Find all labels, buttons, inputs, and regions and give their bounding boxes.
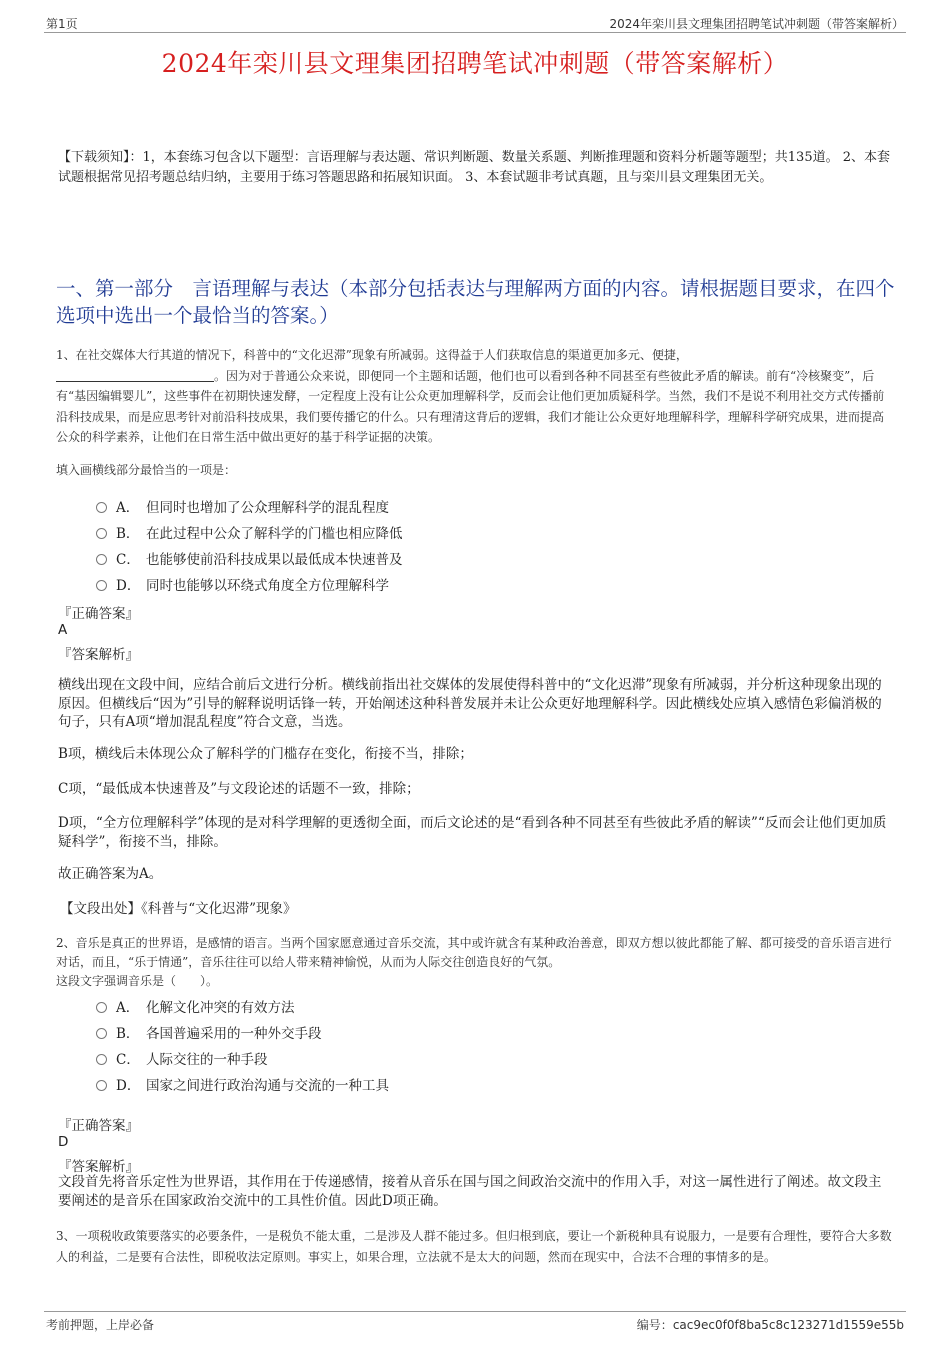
answer-blank <box>56 369 214 382</box>
question-2-prompt: 这段文字强调音乐是（ ）。 <box>56 974 219 988</box>
option-letter: D． <box>116 578 141 594</box>
option-letter: D． <box>116 1078 141 1094</box>
correct-answer: A <box>58 622 68 638</box>
correct-answer-label: 『正确答案』 <box>58 1118 139 1134</box>
radio-icon[interactable] <box>96 1080 107 1091</box>
option-text: 也能够使前沿科技成果以最低成本快速普及 <box>146 552 403 568</box>
option-c[interactable] <box>96 548 403 568</box>
option-a[interactable] <box>96 496 389 516</box>
option-letter: A． <box>116 1000 140 1016</box>
analysis-conclusion: 故正确答案为A。 <box>58 866 163 882</box>
option-letter: B． <box>116 526 140 542</box>
document-title: 2024年栾川县文理集团招聘笔试冲刺题（带答案解析） <box>161 49 789 78</box>
option-text: 同时也能够以环绕式角度全方位理解科学 <box>146 578 389 594</box>
option-text: 国家之间进行政治沟通与交流的一种工具 <box>146 1078 389 1094</box>
page-number: 第1页 <box>46 17 78 31</box>
option-text: 化解文化冲突的有效方法 <box>146 1000 295 1016</box>
footer-divider <box>44 1311 906 1312</box>
document-code <box>637 1316 904 1333</box>
correct-answer-label: 『正确答案』 <box>58 606 139 622</box>
radio-icon[interactable] <box>96 528 107 539</box>
analysis-label: 『答案解析』 <box>58 647 139 663</box>
question-2-stem: 2、音乐是真正的世界语，是感情的语言。当两个国家愿意通过音乐交流，其中或许就含有某种政治善意，即双方想以彼此都能了解、都可接受的音乐语言进行对话，而且，“乐于情通”，音乐往往可以给人带来精神愉悦，从而为人际交往创造良好的气氛。 <box>56 936 892 969</box>
option-d[interactable] <box>96 1074 389 1094</box>
analysis-label: 『答案解析』 <box>58 1159 139 1175</box>
analysis-paragraph: C项，“最低成本快速普及”与文段论述的话题不一致，排除； <box>58 781 420 797</box>
option-letter: C． <box>116 1052 140 1068</box>
analysis-paragraph: B项，横线后未体现公众了解科学的门槛存在变化，衔接不当，排除； <box>58 746 473 762</box>
option-text: 在此过程中公众了解科学的门槛也相应降低 <box>146 526 403 542</box>
section-heading: 一、第一部分 言语理解与表达（本部分包括表达与理解两方面的内容。请根据题目要求，在四个选项中选出一个最恰当的答案。） <box>56 277 895 327</box>
download-notice: 【下载须知】：1，本套练习包含以下题型：言语理解与表达题、常识判断题、数量关系题、判断推理题和资料分析题等题型；共135道。 2、本套试题根据常见招考题总结归纳，主要用于练习答题思路和拓展知识面。 3、本套试题非考试真题，且与栾川县文理集团无关。 <box>58 150 890 185</box>
radio-icon[interactable] <box>96 502 107 513</box>
question-1-stem <box>56 345 894 448</box>
radio-icon[interactable] <box>96 580 107 591</box>
option-letter: C． <box>116 552 140 568</box>
option-d[interactable] <box>96 574 389 594</box>
code-value: cac9ec0f0f8ba5c8c123271d1559e55b <box>672 1318 904 1332</box>
option-b[interactable] <box>96 1022 322 1042</box>
footer-slogan: 考前押题，上岸必备 <box>46 1318 155 1332</box>
option-letter: B． <box>116 1026 140 1042</box>
option-letter: A． <box>116 500 140 516</box>
analysis-paragraph: 文段首先将音乐定性为世界语，其作用在于传递感情，接着从音乐在国与国之间政治交流中的作用入手，对这一属性进行了阐述。故文段主要阐述的是音乐在国家政治交流中的工具性价值。因此D项正确。 <box>58 1174 882 1209</box>
question-1-prompt: 填入画横线部分最恰当的一项是： <box>56 463 237 477</box>
running-header-title: 2024年栾川县文理集团招聘笔试冲刺题（带答案解析） <box>609 17 904 31</box>
radio-icon[interactable] <box>96 1028 107 1039</box>
analysis-paragraph: 横线出现在文段中间，应结合前后文进行分析。横线前指出社交媒体的发展使得科普中的“文化迟滞”现象有所减弱，并分析这种现象出现的原因。但横线后“因为”引导的解释说明话锋一转，开始阐述这种科普发展并未让公众更好地理解科学。因此横线处应填入感情色彩偏消极的句子，只有A项“增加混乱程度”符合文意，当选。 <box>58 677 882 730</box>
option-text: 但同时也增加了公众理解科学的混乱程度 <box>146 500 389 516</box>
code-label: 编号： <box>636 1318 673 1332</box>
option-b[interactable] <box>96 522 403 542</box>
option-text: 各国普遍采用的一种外交手段 <box>146 1026 322 1042</box>
option-c[interactable] <box>96 1048 268 1068</box>
question-1-stem-part1: 1、在社交媒体大行其道的情况下，科普中的“文化迟滞”现象有所减弱。这得益于人们获取信息的渠道更加多元、便捷， <box>56 348 688 362</box>
header-divider <box>44 32 906 33</box>
question-1-stem-part2: 。因为对于普通公众来说，即便同一个主题和话题，他们也可以看到各种不同甚至有些彼此矛盾的解读。前有“冷核聚变”，后有“基因编辑婴儿”，这些事件在初期快速发酵，一定程度上没有让公众更加理解科学，反而会让他们更加质疑科学。当然，我们不是说不利用社交方式传播前沿科技成果，而是应思考针对前沿科技成果，我们要传播它的什么。只有理清这背后的逻辑，我们才能让公众更好地理解科学，理解科学研究成果，进而提高公众的科学素养，让他们在日常生活中做出更好的基于科学证据的决策。 <box>56 368 885 444</box>
radio-icon[interactable] <box>96 1054 107 1065</box>
source-citation: 【文段出处】《科普与“文化迟滞”现象》 <box>60 901 297 917</box>
question-3-stem: 3、一项税收政策要落实的必要条件，一是税负不能太重，二是涉及人群不能过多。但归根到底，要让一个新税种具有说服力，一是要有合理性，要符合大多数人的利益，二是要有合法性，即税收法定原则。事实上，如果合理，立法就不是太大的问题，然而在现实中，合法不合理的事情多的是。 <box>56 1229 892 1264</box>
analysis-paragraph: D项，“全方位理解科学”体现的是对科学理解的更透彻全面，而后文论述的是“看到各种不同甚至有些彼此矛盾的解读”“反而会让他们更加质疑科学”，衔接不当，排除。 <box>58 815 887 850</box>
radio-icon[interactable] <box>96 554 107 565</box>
option-a[interactable] <box>96 996 295 1016</box>
radio-icon[interactable] <box>96 1002 107 1013</box>
correct-answer: D <box>58 1134 69 1150</box>
option-text: 人际交往的一种手段 <box>146 1052 268 1068</box>
